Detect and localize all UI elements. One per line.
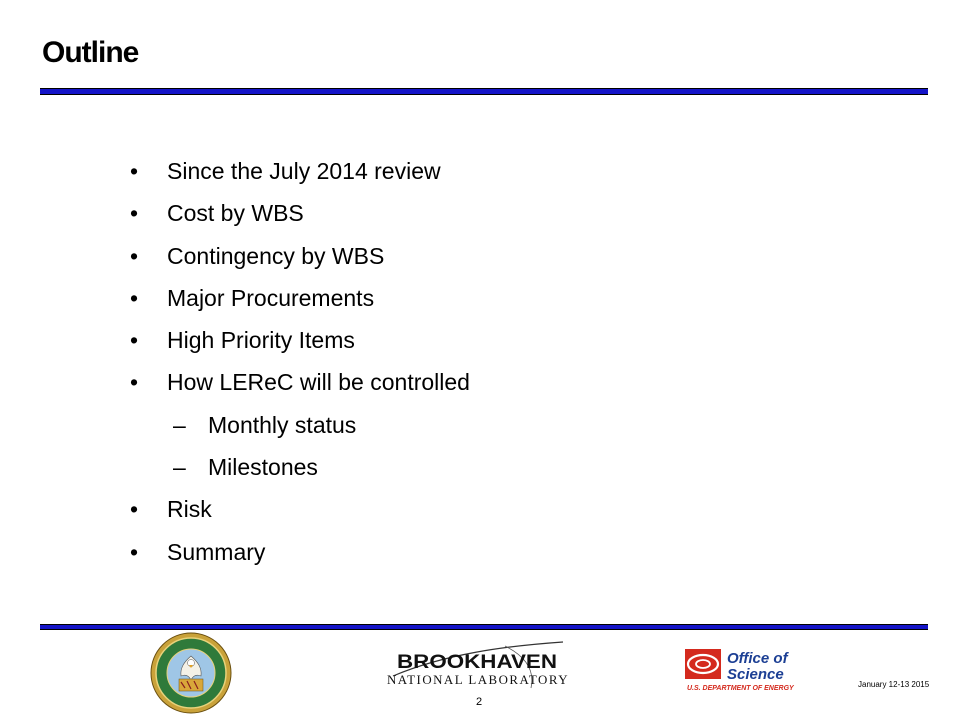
bullet-marker: •: [130, 327, 139, 354]
bullet-text: Contingency by WBS: [167, 242, 385, 269]
sub-bullet-marker: –: [173, 411, 186, 438]
bullet-text: Cost by WBS: [167, 200, 304, 227]
sub-bullet-text: Monthly status: [208, 411, 357, 438]
bullet-marker: •: [130, 242, 139, 269]
bullet-marker: •: [130, 369, 139, 396]
bullet-item: [130, 235, 470, 277]
bullet-text: How LEReC will be controlled: [167, 369, 470, 396]
office-of-science-logo: [683, 645, 823, 693]
bullet-marker: •: [130, 496, 139, 523]
brookhaven-logo: [385, 636, 575, 696]
bullet-marker: •: [130, 158, 139, 184]
sub-bullet-text: Milestones: [208, 454, 318, 481]
bottom-divider: [40, 624, 928, 630]
bnl-logo-bottom: NATIONAL LABORATORY: [387, 672, 569, 687]
sub-bullet-item: [130, 446, 470, 488]
osc-logo-line1: Office of: [727, 650, 788, 667]
osc-logo-line2: Science: [727, 666, 784, 683]
bullet-text: Since the July 2014 review: [167, 158, 441, 184]
bullet-marker: •: [130, 200, 139, 227]
bullet-item: [130, 192, 470, 234]
bullet-item: [130, 319, 470, 361]
bullet-item: [130, 488, 470, 530]
top-divider: [40, 88, 928, 95]
sub-bullet-item: [130, 404, 470, 446]
bullet-marker: •: [130, 284, 139, 311]
bullet-item: [130, 531, 470, 573]
bullet-item: [130, 277, 470, 319]
sub-bullet-marker: –: [173, 454, 186, 481]
bullet-text: High Priority Items: [167, 327, 355, 354]
bullet-item: [130, 150, 470, 192]
bullet-text: Major Procurements: [167, 284, 375, 311]
osc-logo-line3: U.S. DEPARTMENT OF ENERGY: [687, 685, 794, 692]
doe-seal-logo: [150, 632, 232, 714]
bullet-text: Summary: [167, 538, 266, 565]
page-number: 2: [476, 696, 483, 708]
presentation-date: January 12-13 2015: [858, 680, 930, 689]
slide-title: Outline: [42, 36, 139, 69]
bullet-item: [130, 361, 470, 403]
bullet-marker: •: [130, 538, 139, 565]
bullet-list: [130, 150, 470, 573]
bullet-text: Risk: [167, 496, 212, 523]
bnl-logo-top: BROOKHAVEN: [397, 652, 557, 673]
